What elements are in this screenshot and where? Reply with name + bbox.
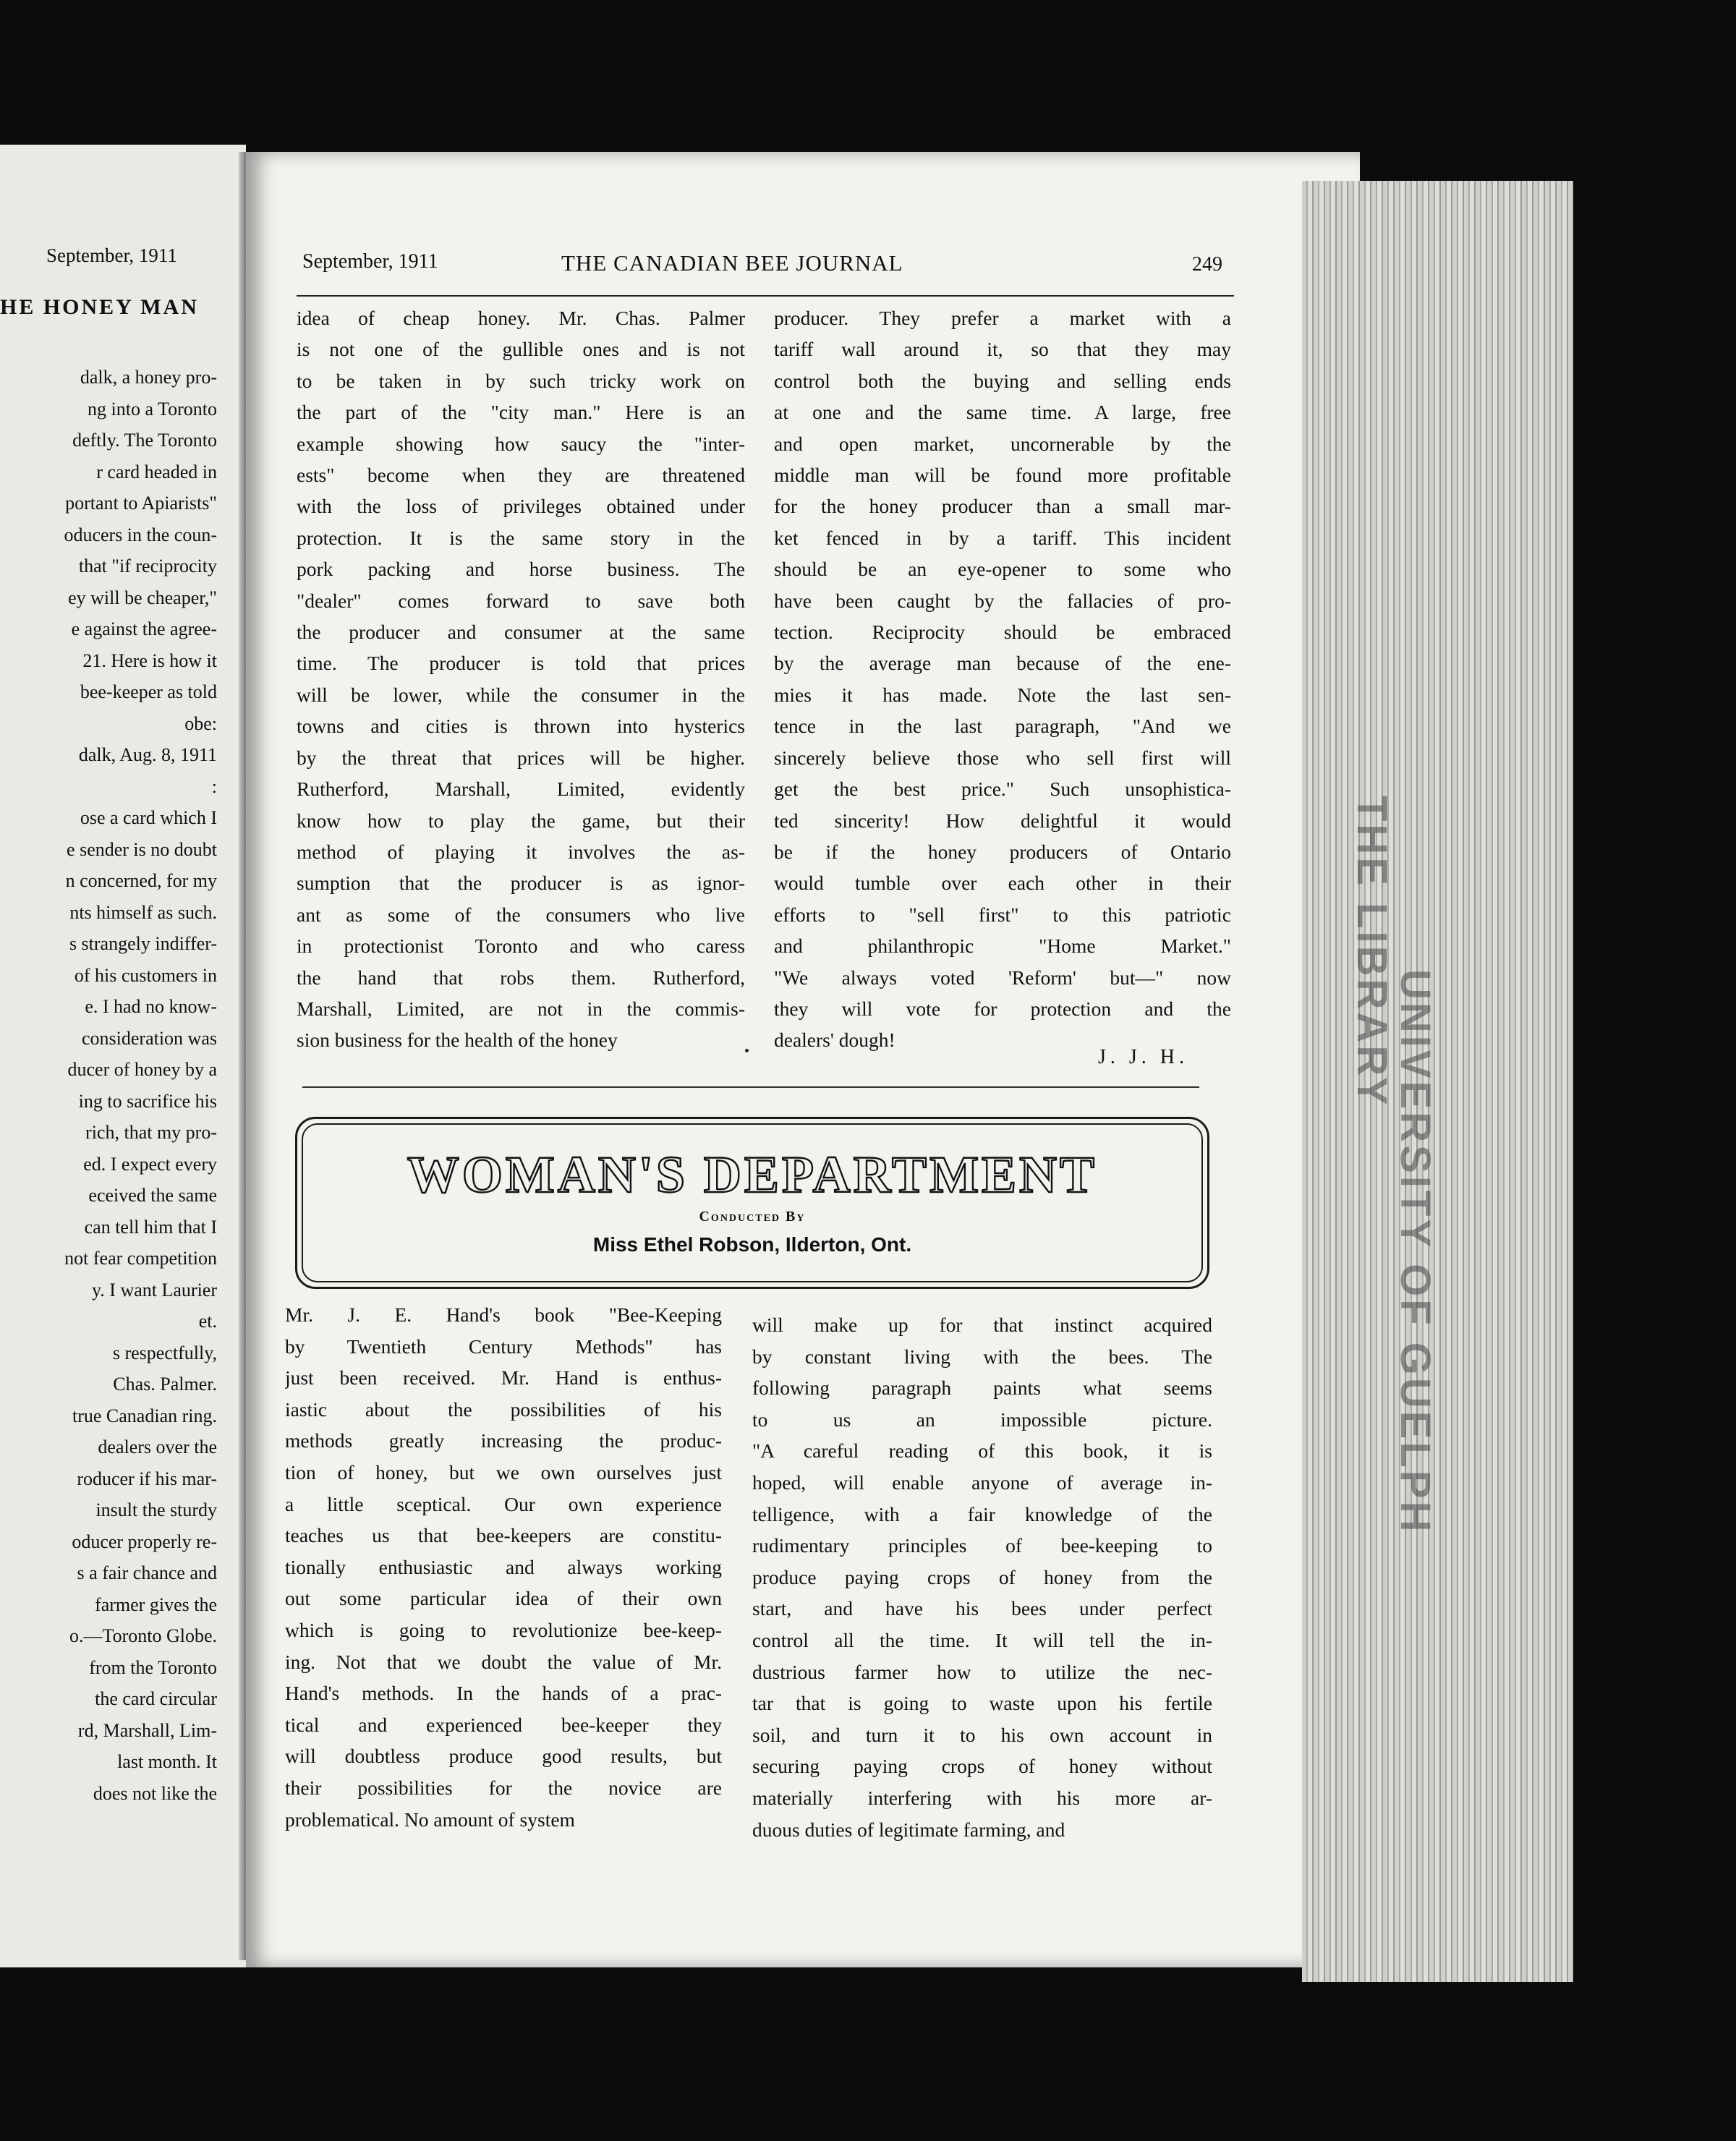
text-line: middle man will be found more profitable — [774, 464, 1231, 487]
text-line: telligence, with a fair knowledge of the — [752, 1502, 1212, 1525]
text-line: tar that is going to waste upon his fertile — [752, 1692, 1212, 1715]
text-line: protection. It is the same story in the — [297, 526, 745, 549]
text-line: control all the time. It will tell the in- — [752, 1628, 1212, 1651]
text-line: a little sceptical. Our own experience — [285, 1492, 722, 1515]
text-line: start, and have his bees under perfect — [752, 1597, 1212, 1620]
text-line: time. The producer is told that prices — [297, 652, 745, 675]
page-number: 249 — [1192, 253, 1222, 276]
text-line: deftly. The Toronto — [72, 430, 217, 451]
text-line: by Twentieth Century Methods" has — [285, 1335, 722, 1358]
text-line: tariff wall around it, so that they may — [774, 338, 1231, 361]
text-line: by constant living with the bees. The — [752, 1345, 1212, 1368]
author-signature: J. J. H. — [1098, 1046, 1189, 1068]
text-line: mies it has made. Note the last sen- — [774, 683, 1231, 706]
library-stamp-line-1: THE LIBRARY — [1348, 796, 1395, 1108]
text-line: ose a card which I — [80, 807, 217, 828]
text-line: and open market, uncornerable by the — [774, 432, 1231, 455]
text-line: methods greatly increasing the produc- — [285, 1429, 722, 1452]
text-line: idea of cheap honey. Mr. Chas. Palmer — [297, 307, 745, 329]
text-line: by the average man because of the ene- — [774, 652, 1231, 675]
text-line: will be lower, while the consumer in the — [297, 683, 745, 706]
library-stamp-line-2: UNIVERSITY OF GUELPH — [1392, 969, 1439, 1535]
text-line: dustrious farmer how to utilize the nec- — [752, 1660, 1212, 1683]
text-line: problematical. No amount of system — [285, 1808, 575, 1831]
text-line: tection. Reciprocity should be embraced — [774, 621, 1231, 644]
text-line: : — [211, 775, 217, 797]
text-line: will doubtless produce good results, but — [285, 1745, 722, 1768]
facing-page-header-date: September, 1911 — [46, 244, 177, 266]
text-line: in protectionist Toronto and who caress — [297, 935, 745, 958]
text-line: ket fenced in by a tariff. This incident — [774, 526, 1231, 549]
text-line: sion business for the health of the honey — [297, 1029, 618, 1052]
text-line: dalk, Aug. 8, 1911 — [78, 744, 217, 765]
department-column-2 — [752, 1309, 1212, 1845]
text-line: soil, and turn it to his own account in — [752, 1723, 1212, 1746]
text-line: from the Toronto — [89, 1656, 217, 1678]
text-line: get the best price." Such unsophistica- — [774, 778, 1231, 801]
text-line: control both the buying and selling ends — [774, 369, 1231, 392]
text-line: true Canadian ring. — [72, 1405, 217, 1426]
text-line: sumption that the producer is as ignor- — [297, 872, 745, 895]
section-rule — [302, 1086, 1199, 1088]
text-line: hoped, will enable anyone of average in- — [752, 1470, 1212, 1494]
text-line: by the threat that prices will be higher. — [297, 746, 745, 769]
text-line: following paragraph paints what seems — [752, 1376, 1212, 1400]
text-line: "We always voted 'Reform' but—" now — [774, 966, 1231, 989]
text-line: be if the honey producers of Ontario — [774, 840, 1231, 863]
text-line: to us an impossible picture. — [752, 1408, 1212, 1431]
text-line: "dealer" comes forward to save both — [297, 589, 745, 612]
text-line: sincerely believe those who sell first will — [774, 746, 1231, 769]
text-line: producer. They prefer a market with a — [774, 307, 1231, 329]
department-editor: Miss Ethel Robson, Ilderton, Ont. — [592, 1233, 912, 1256]
text-line: Rutherford, Marshall, Limited, evidently — [297, 778, 745, 801]
journal-title: THE CANADIAN BEE JOURNAL — [561, 250, 903, 276]
text-line: know how to play the game, but their — [297, 809, 745, 832]
text-line: ing. Not that we doubt the value of Mr. — [285, 1650, 722, 1673]
text-line: rd, Marshall, Lim- — [77, 1719, 217, 1741]
text-line: s a fair chance and — [77, 1562, 217, 1583]
text-line: ing to sacrifice his — [78, 1090, 217, 1112]
department-title: WOMAN'S DEPARTMENT — [407, 1146, 1098, 1204]
text-line: duous duties of legitimate farming, and — [752, 1818, 1065, 1841]
text-line: rudimentary principles of bee-keeping to — [752, 1534, 1212, 1557]
text-line: securing paying crops of honey without — [752, 1755, 1212, 1778]
text-line: 21. Here is how it — [82, 650, 217, 671]
text-line: dealers' dough! — [774, 1029, 895, 1052]
text-line: method of playing it involves the as- — [297, 840, 745, 863]
text-line: oducers in the coun- — [64, 524, 217, 545]
department-heading-inner-frame — [302, 1123, 1203, 1282]
text-line: pork packing and horse business. The — [297, 558, 745, 581]
text-line: ests" become when they are threatened — [297, 464, 745, 487]
header-date: September, 1911 — [302, 250, 438, 273]
text-line: that "if reciprocity — [78, 556, 217, 576]
text-line: at one and the same time. A large, free — [774, 401, 1231, 424]
header-rule — [297, 295, 1234, 297]
text-line: have been caught by the fallacies of pro- — [774, 589, 1231, 612]
text-line: can tell him that I — [84, 1216, 217, 1238]
text-line: Marshall, Limited, are not in the commis- — [297, 997, 745, 1020]
text-line: materially interfering with his more ar- — [752, 1786, 1212, 1809]
text-line: just been received. Mr. Hand is enthus- — [285, 1366, 722, 1389]
text-line: portant to Apiarists" — [65, 493, 217, 514]
text-line: et. — [198, 1311, 217, 1332]
text-line: the part of the "city man." Here is an — [297, 401, 745, 424]
article-column-1 — [297, 302, 745, 1056]
text-line: tion of honey, but we own ourselves just — [285, 1460, 722, 1484]
text-line: would tumble over each other in their — [774, 872, 1231, 895]
text-line: y. I want Laurier — [91, 1279, 217, 1301]
text-line: dalk, a honey pro- — [80, 367, 217, 388]
text-line: ng into a Toronto — [88, 398, 217, 420]
text-line: eceived the same — [88, 1185, 217, 1206]
text-line: r card headed in — [96, 461, 217, 482]
text-line: and philanthropic "Home Market." — [774, 935, 1231, 958]
text-line: ant as some of the consumers who live — [297, 903, 745, 926]
text-line: oducer properly re- — [72, 1531, 217, 1552]
text-line: tionally enthusiastic and always working — [285, 1555, 722, 1578]
text-line: obe: — [184, 712, 217, 734]
column-dot — [745, 1049, 749, 1052]
department-heading-box — [295, 1117, 1209, 1289]
facing-page-title: HE HONEY MAN — [0, 295, 199, 319]
text-line: tical and experienced bee-keeper they — [285, 1713, 722, 1736]
article-column-2 — [774, 302, 1231, 1056]
text-line: their possibilities for the novice are — [285, 1776, 722, 1799]
text-line: Chas. Palmer. — [113, 1374, 217, 1395]
text-line: s strangely indiffer- — [69, 933, 217, 954]
text-line: consideration was — [81, 1027, 217, 1049]
text-line: does not like the — [93, 1782, 217, 1804]
facing-page-text — [0, 362, 217, 1809]
text-line: last month. It — [117, 1751, 217, 1772]
text-line: iastic about the possibilities of his — [285, 1397, 722, 1421]
text-line: is not one of the gullible ones and is not — [297, 338, 745, 361]
text-line: ted sincerity! How delightful it would — [774, 809, 1231, 832]
text-line: example showing how saucy the "inter- — [297, 432, 745, 455]
text-line: produce paying crops of honey from the — [752, 1565, 1212, 1588]
text-line: Hand's methods. In the hands of a prac- — [285, 1682, 722, 1705]
text-line: Mr. J. E. Hand's book "Bee-Keeping — [285, 1303, 722, 1326]
text-line: nts himself as such. — [69, 901, 217, 923]
text-line: e against the agree- — [71, 618, 217, 639]
text-line: rich, that my pro- — [85, 1122, 217, 1143]
text-line: ed. I expect every — [83, 1153, 217, 1175]
text-line: with the loss of privileges obtained under — [297, 495, 745, 518]
text-line: will make up for that instinct acquired — [752, 1314, 1212, 1336]
text-line: for the honey producer than a small mar- — [774, 495, 1231, 518]
text-line: of his customers in — [74, 964, 217, 986]
text-line: which is going to revolutionize bee-keep- — [285, 1618, 722, 1641]
text-line: the producer and consumer at the same — [297, 621, 745, 644]
text-line: not fear competition — [64, 1248, 217, 1269]
text-line: roducer if his mar- — [77, 1468, 217, 1489]
text-line: dealers over the — [98, 1436, 217, 1457]
text-line: the card circular — [95, 1688, 217, 1709]
department-conducted-by: Conducted By — [699, 1209, 806, 1225]
text-line: ey will be cheaper," — [68, 587, 217, 608]
text-line: they will vote for protection and the — [774, 997, 1231, 1020]
text-line: to be taken in by such tricky work on — [297, 369, 745, 392]
text-line: o.—Toronto Globe. — [69, 1625, 217, 1646]
text-line: tence in the last paragraph, "And we — [774, 715, 1231, 738]
text-line: towns and cities is thrown into hysterics — [297, 715, 745, 738]
text-line: teaches us that bee-keepers are constitu- — [285, 1524, 722, 1547]
text-line: efforts to "sell first" to this patriotic — [774, 903, 1231, 926]
text-line: ducer of honey by a — [67, 1059, 217, 1080]
text-line: the hand that robs them. Rutherford, — [297, 966, 745, 989]
text-line: insult the sturdy — [95, 1499, 217, 1520]
text-line: farmer gives the — [95, 1593, 217, 1615]
text-line: should be an eye-opener to some who — [774, 558, 1231, 581]
text-line: e sender is no doubt — [67, 838, 217, 860]
text-line: s respectfully, — [112, 1342, 217, 1363]
text-line: out some particular idea of their own — [285, 1587, 722, 1610]
text-line: e. I had no know- — [85, 996, 217, 1017]
text-line: "A careful reading of this book, it is — [752, 1439, 1212, 1463]
text-line: bee-keeper as told — [80, 681, 217, 702]
text-line: n concerned, for my — [65, 870, 217, 891]
department-column-1 — [285, 1299, 722, 1835]
